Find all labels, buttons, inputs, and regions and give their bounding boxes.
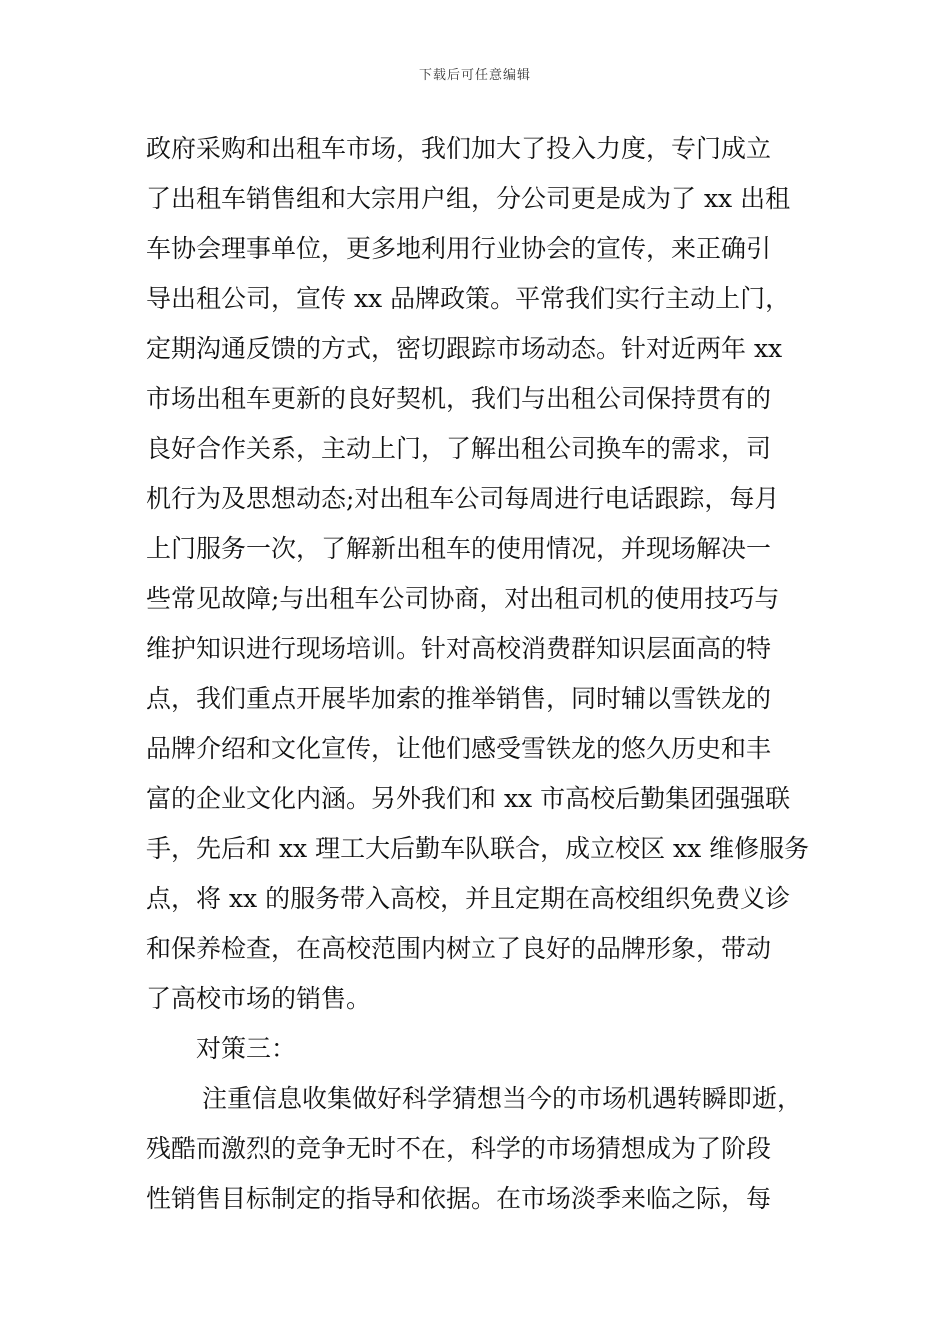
page-header: 下载后可任意编辑 (418, 68, 531, 83)
text-line: 性销售目标制定的指导和依据。在市场淡季来临之际，每 (146, 1184, 772, 1213)
paragraph-indented (146, 1074, 816, 1224)
text-line: 点，我们重点开展毕加索的推举销售，同时辅以雪铁龙的 (146, 684, 772, 713)
text-line: 手，先后和 xx 理工大后勤车队联合，成立校区 xx 维修服务 (146, 834, 810, 863)
text-line: 定期沟通反馈的方式，密切跟踪市场动态。针对近两年 xx (146, 334, 783, 363)
text-line: 了高校市场的销售。 (146, 984, 372, 1013)
text-line: 市场出租车更新的良好契机，我们与出租公司保持贯有的 (146, 384, 772, 413)
text-line: 和保养检查，在高校范围内树立了良好的品牌形象，带动 (146, 934, 772, 963)
text-line: 车协会理事单位，更多地利用行业协会的宣传，来正确引 (146, 234, 772, 263)
text-line: 些常见故障;与出租车公司协商，对出租司机的使用技巧与 (146, 584, 780, 613)
text-line: 机行为及思想动态;对出租车公司每周进行电话跟踪，每月 (146, 484, 780, 513)
section-heading (146, 1024, 816, 1074)
text-line: 良好合作关系，主动上门，了解出租公司换车的需求，司 (146, 434, 772, 463)
document-body (146, 124, 816, 1224)
text-line: 富的企业文化内涵。另外我们和 xx 市高校后勤集团强强联 (146, 784, 791, 813)
text-line: 残酷而激烈的竞争无时不在，科学的市场猜想成为了阶段 (146, 1134, 772, 1163)
heading-line: 对策三： (196, 1034, 297, 1063)
paragraph-body (146, 124, 816, 1024)
text-line: 品牌介绍和文化宣传，让他们感受雪铁龙的悠久历史和丰 (146, 734, 772, 763)
text-line: 政府采购和出租车市场，我们加大了投入力度，专门成立 (146, 134, 772, 163)
text-line: 维护知识进行现场培训。针对高校消费群知识层面高的特 (146, 634, 772, 663)
text-line: 注重信息收集做好科学猜想当今的市场机遇转瞬即逝， (202, 1084, 803, 1113)
text-line: 点，将 xx 的服务带入高校，并且定期在高校组织免费义诊 (146, 884, 791, 913)
text-line: 了出租车销售组和大宗用户组，分公司更是成为了 xx 出租 (146, 184, 791, 213)
text-line: 上门服务一次，了解新出租车的使用情况，并现场解决一 (146, 534, 772, 563)
text-line: 导出租公司，宣传 xx 品牌政策。平常我们实行主动上门， (146, 284, 791, 313)
